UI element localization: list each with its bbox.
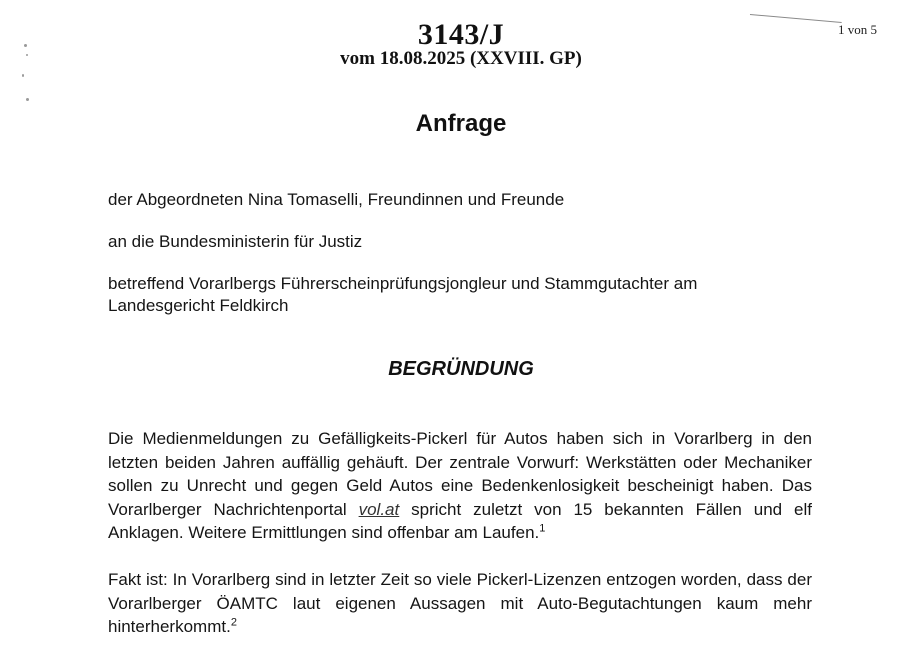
document-type-title: Anfrage [415,110,507,137]
recipient-line: an die Bundesministerin für Justiz [108,232,363,251]
document-date: vom 18.08.2025 (XXVIII. GP) [340,48,582,69]
paragraph-1-text-a: Die Medienmeldungen zu Gefälligkeits-Pickerl für Autos haben sich in Vorarlberg in den letzten beiden Jahren auffällig gehäuft. Der zentrale Vorwurf: Werkstätten oder Mechaniker sollen zu Unrecht und gegen Geld Autos eine Bedenkenlosigkeit bescheinigt haben. Das Vorarlberger Nachrichtenportal [108,429,812,519]
section-heading: BEGRÜNDUNG [388,358,534,380]
deputies-line: der Abgeordneten Nina Tomaselli, Freundinnen und Freunde [108,190,565,209]
footnote-ref-1[interactable]: 1 [539,522,546,535]
paragraph-2 [108,568,812,639]
paragraph-2-text: Fakt ist: In Vorarlberg sind in letzter Zeit so viele Pickerl-Lizenzen entzogen worden, dass der Vorarlberger ÖAMTC laut eigenen Aussagen mit Auto-Begutachtungen kaum mehr hinterherkommt. [108,570,812,636]
subject-line-1: betreffend Vorarlbergs Führerscheinprüfungsjongleur und Stammgutachter am [108,274,698,293]
paragraph-1-text-b: spricht zuletzt von 15 bekannten Fällen und elf Anklagen. Weitere Ermittlungen sind offenbar am Laufen. [108,499,812,542]
page-indicator: 1 von 5 [838,22,877,37]
subject-line-2: Landesgericht Feldkirch [108,296,289,315]
vol-at-link[interactable]: vol.at [358,499,400,519]
paragraph-1 [108,427,812,545]
footnote-ref-2[interactable]: 2 [230,616,237,629]
document-number: 3143/J [417,18,505,51]
subject-line [108,273,808,317]
